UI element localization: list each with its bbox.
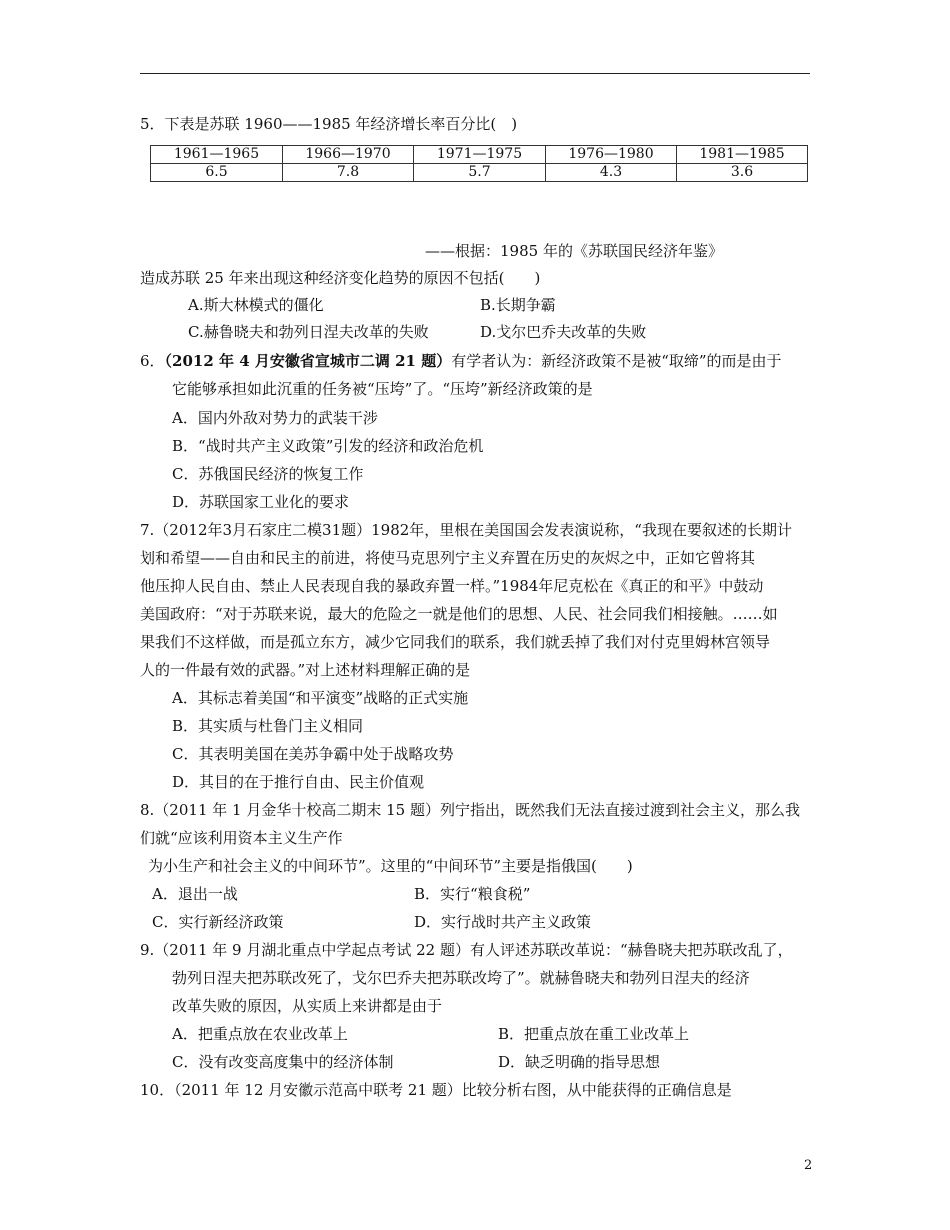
q6-line-2: 它能够承担如此沉重的任务被“压垮”了。“压垮”新经济政策的是 bbox=[172, 380, 593, 398]
q8-line: 们就“应该利用资本主义生产作 bbox=[140, 829, 343, 847]
q5-source: ——根据：1985 年的《苏联国民经济年鉴》 bbox=[425, 242, 723, 260]
q6-number: 6． bbox=[140, 352, 165, 370]
q9-option-a: A．把重点放在农业改革上 bbox=[172, 1025, 348, 1043]
table-value-cell: 3.6 bbox=[677, 164, 808, 182]
q7-line: 美国政府：“对于苏联来说，最大的危险之一就是他们的思想、人民、社会同我们相接触。……如 bbox=[140, 605, 778, 623]
header-rule bbox=[140, 73, 810, 74]
table-header-cell: 1976—1980 bbox=[546, 146, 677, 164]
q6-option-d: D．苏联国家工业化的要求 bbox=[172, 493, 350, 511]
q6-option-c: C．苏俄国民经济的恢复工作 bbox=[172, 465, 364, 483]
q9-option-c: C．没有改变高度集中的经济体制 bbox=[172, 1053, 394, 1071]
growth-rate-table bbox=[150, 145, 808, 182]
table-value-cell: 4.3 bbox=[546, 164, 677, 182]
q9-option-b: B．把重点放在重工业改革上 bbox=[498, 1025, 690, 1043]
q7-line: 7.（2012年3月石家庄二模31题）1982年，里根在美国国会发表演说称，“我现在要叙述的长期计 bbox=[140, 521, 792, 539]
q5-option-d: D.戈尔巴乔夫改革的失败 bbox=[480, 323, 647, 341]
q7-option-b: B．其实质与杜鲁门主义相同 bbox=[172, 717, 364, 735]
q5-option-a: A.斯大林模式的僵化 bbox=[188, 296, 324, 314]
q9-option-d: D．缺乏明确的指导思想 bbox=[498, 1053, 661, 1071]
q7-line: 果我们不这样做，而是孤立东方，减少它同我们的联系，我们就丢掉了我们对付克里姆林宫领导 bbox=[140, 633, 771, 651]
q9-line: 勃列日涅夫把苏联改死了，戈尔巴乔夫把苏联改垮了”。就赫鲁晓夫和勃列日涅夫的经济 bbox=[172, 969, 750, 987]
q6-line-1 bbox=[140, 351, 782, 371]
q9-line: 9.（2011 年 9 月湖北重点中学起点考试 22 题）有人评述苏联改革说：“赫鲁晓夫把苏联改乱了， bbox=[140, 941, 793, 959]
q9-line: 改革失败的原因，从实质上来讲都是由于 bbox=[172, 997, 443, 1015]
q7-option-c: C．其表明美国在美苏争霸中处于战略攻势 bbox=[172, 745, 454, 763]
q5-stem: 5．下表是苏联 1960——1985 年经济增长率百分比( ) bbox=[140, 115, 518, 133]
q5-option-b: B.长期争霸 bbox=[480, 296, 556, 314]
q8-line: 为小生产和社会主义的中间环节”。这里的“中间环节”主要是指俄国( ) bbox=[148, 857, 633, 875]
q7-line: 人的一件最有效的武器。”对上述材料理解正确的是 bbox=[140, 661, 471, 679]
table-value-cell: 5.7 bbox=[414, 164, 546, 182]
page-number: 2 bbox=[804, 1158, 813, 1173]
table-header-row bbox=[151, 146, 808, 164]
table-header-cell: 1971—1975 bbox=[414, 146, 546, 164]
q7-line: 他压抑人民自由、禁止人民表现自我的暴政弃置一样。”1984年尼克松在《真正的和平》中鼓动 bbox=[140, 577, 764, 595]
q6-option-a: A．国内外敌对势力的武装干涉 bbox=[172, 409, 378, 427]
table-value-cell: 6.5 bbox=[151, 164, 283, 182]
q8-option-d: D．实行战时共产主义政策 bbox=[414, 913, 592, 931]
q8-option-c: C．实行新经济政策 bbox=[152, 913, 284, 931]
q7-line: 划和希望——自由和民主的前进，将使马克思列宁主义弃置在历史的灰烬之中，正如它曾将其 bbox=[140, 549, 756, 567]
table-header-cell: 1961—1965 bbox=[151, 146, 283, 164]
q5-question: 造成苏联 25 年来出现这种经济变化趋势的原因不包括( ) bbox=[140, 269, 541, 287]
q8-option-b: B．实行“粮食税” bbox=[414, 885, 531, 903]
table-value-row bbox=[151, 164, 808, 182]
q8-line: 8.（2011 年 1 月金华十校高二期末 15 题）列宁指出，既然我们无法直接过渡到社会主义，那么我 bbox=[140, 801, 800, 819]
q7-option-d: D．其目的在于推行自由、民主价值观 bbox=[172, 773, 425, 791]
q10-stem: 10．（2011 年 12 月安徽示范高中联考 21 题）比较分析右图，从中能获得的正确信息是 bbox=[140, 1081, 732, 1099]
table-header-cell: 1981—1985 bbox=[677, 146, 808, 164]
table-value-cell: 7.8 bbox=[283, 164, 414, 182]
q5-option-c: C.赫鲁晓夫和勃列日涅夫改革的失败 bbox=[188, 323, 429, 341]
table-header-cell: 1966—1970 bbox=[283, 146, 414, 164]
q7-option-a: A．其标志着美国“和平演变”战略的正式实施 bbox=[172, 689, 469, 707]
q8-option-a: A．退出一战 bbox=[152, 885, 238, 903]
q6-source: （2012 年 4 月安徽省宣城市二调 21 题） bbox=[164, 352, 452, 370]
q6-option-b: B．“战时共产主义政策”引发的经济和政治危机 bbox=[172, 437, 484, 455]
q6-line1-text: 有学者认为：新经济政策不是被“取缔”的而是由于 bbox=[451, 352, 782, 370]
